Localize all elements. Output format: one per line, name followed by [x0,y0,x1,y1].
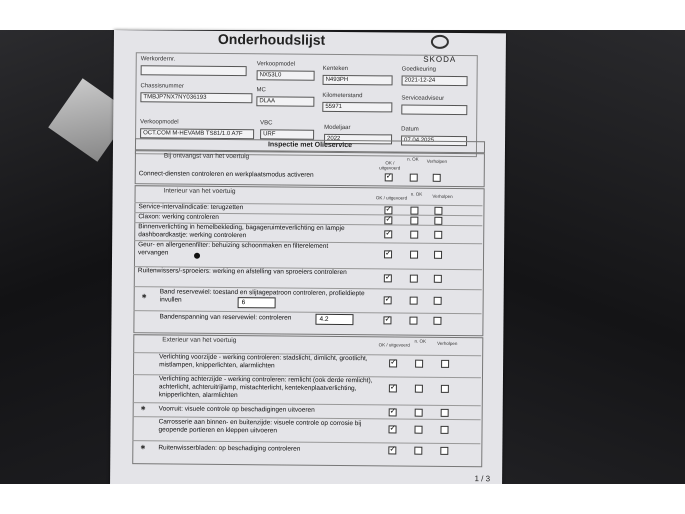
verkoopmodel2-label: Verkoopmodel [140,119,179,126]
checklist-item: Claxon: werking controleren [138,213,219,221]
verholpen-checkbox[interactable] [434,217,442,225]
verholpen-checkbox[interactable] [441,385,449,393]
verholpen-checkbox[interactable] [434,275,442,283]
col-ok-header-1: OK / uitgevoerd [379,160,401,171]
ok-checkbox[interactable] [384,230,392,238]
ok-checkbox[interactable] [384,274,392,282]
verholpen-checkbox[interactable] [434,231,442,239]
brand-name: ŠKODA [423,54,457,64]
col-nok-header-2: n. OK [410,191,423,197]
page-number: 1 / 3 [474,474,491,484]
ok-checkbox[interactable] [388,425,396,433]
nok-checkbox[interactable] [414,447,422,455]
ok-checkbox[interactable] [384,206,392,214]
section1-title: Bij ontvangst van het voertuig [163,152,250,161]
inspectie-title: Inspectie met Olieservice [267,141,353,150]
top-border [0,0,685,30]
nok-checkbox[interactable] [409,317,417,325]
checklist-item: Verlichting achterzijde - werking controleren: remlicht (ook derde remlicht), achterlicht, achteruitrijlamp, mistachterlicht, kentekenplaatverlichting, knipperlichten, alarmlichten [158,375,373,400]
section2-title: Interieur van het voertuig [163,187,236,196]
checklist-item: Band reservewiel: toestand en slijtagepatroon controleren, profieldiepte invullen [159,288,365,304]
modeljaar-label: Modeljaar [324,124,351,132]
kenteken-field: N493PH [323,75,393,86]
checklist-item: Verlichting voorzijde - werking controleren: stadslicht, dimlicht, grootlicht, mistlampen, knipperlichten, alarmlichten [159,353,368,370]
marker-dot-icon [194,253,200,259]
kenteken-label: Kenteken [322,65,349,73]
ok-checkbox[interactable] [388,446,396,454]
section3-title: Exterieur van het voertuig [162,336,237,345]
ok-checkbox[interactable] [389,359,397,367]
werkordernr-label: Werkordernr. [140,56,176,63]
verholpen-checkbox[interactable] [441,409,449,417]
nok-checkbox[interactable] [410,297,418,305]
checklist-item: Ruitenwisserbladen: op beschadiging controleren [158,444,301,453]
serviceadviseur-label: Serviceadviseur [401,95,445,102]
mc-field: DLAA [256,96,314,107]
maintenance-checklist-sheet [110,30,506,487]
bandenspanning-input[interactable]: 4.2 [315,314,353,325]
ok-checkbox[interactable] [384,216,392,224]
nok-checkbox[interactable] [415,360,423,368]
info-star-icon: ✱ [141,294,147,301]
nok-checkbox[interactable] [410,231,418,239]
verkoopmodel-field: NX53L0 [257,70,315,81]
verholpen-checkbox[interactable] [434,297,442,305]
ok-checkbox[interactable] [389,384,397,392]
verholpen-checkbox[interactable] [440,426,448,434]
verholpen-checkbox[interactable] [440,447,448,455]
goedkeuring-field: 2021-12-24 [402,76,468,87]
ok-checkbox[interactable] [389,408,397,416]
datum-field: 07.04.2025 [401,136,467,147]
bottom-border [0,484,685,514]
kilometerstand-field: 55971 [322,102,392,113]
modeljaar-field: 2022 [324,134,392,145]
vbc-label: VBC [260,120,273,127]
ok-checkbox[interactable] [385,173,393,181]
checklist-item: Geur- en allergenenfilter: behuizing schoonmaken en filterelement vervangen [138,241,329,257]
nok-checkbox[interactable] [410,217,418,225]
checklist-item: Carrosserie aan binnen- en buitenzijde: visuele controle op corrosie bij geopende portieren en kleppen uitvoeren [158,418,362,435]
chassisnummer-field: TMBJP7NX7NY036193 [140,92,252,103]
mc-label: MC [256,87,266,94]
col-nok-header-3: n. OK [414,338,427,344]
verkoopmodel-label: Verkoopmodel [256,61,296,68]
background-fabric-right [500,30,685,484]
nok-checkbox[interactable] [410,174,418,182]
ok-checkbox[interactable] [384,296,392,304]
col-verh-header-1: Verholpen [426,158,448,164]
werkordernr-field [141,65,247,76]
info-star-icon: ✱ [140,445,146,452]
col-verh-header-2: Verholpen [432,193,453,199]
verkoopmodel2-field: OCT.COM M-HEVAMB TS81/1.0 A7F [140,128,254,139]
document-title: Onderhoudslijst [217,30,326,48]
nok-checkbox[interactable] [414,426,422,434]
verholpen-checkbox[interactable] [434,251,442,259]
verholpen-checkbox[interactable] [433,174,441,182]
nok-checkbox[interactable] [415,409,423,417]
ok-checkbox[interactable] [383,316,391,324]
nok-checkbox[interactable] [410,207,418,215]
verholpen-checkbox[interactable] [441,360,449,368]
nok-checkbox[interactable] [415,385,423,393]
verholpen-checkbox[interactable] [434,207,442,215]
nok-checkbox[interactable] [410,251,418,259]
checklist-item: Voorruit: visuele controle op beschadigingen uitvoeren [158,405,315,414]
serviceadviseur-field [401,105,467,116]
info-star-icon: ✱ [140,406,146,413]
vbc-field: URF [260,129,314,139]
profieldiepte-input[interactable]: 6 [238,297,276,308]
checklist-item: Connect-diensten controleren en werkplaatsmodus activeren [138,170,314,179]
checklist-item: Binnenverlichting in hemelbekleding, bagageruimteverlichting en lampje dashboardkastje: werking controleren [138,223,345,240]
col-nok-header-1: n. OK [407,156,419,162]
datum-label: Datum [401,126,419,133]
nok-checkbox[interactable] [410,275,418,283]
col-ok-header-2: OK / uitgevoerd [375,195,408,201]
ok-checkbox[interactable] [384,250,392,258]
col-ok-header-3: OK / uitgevoerd [378,342,410,348]
chassisnummer-label: Chassisnummer [140,83,184,90]
checklist-item: Ruitenwissers/-sproeiers: werking en afstelling van sproeiers controleren [137,267,347,277]
kilometerstand-label: Kilometerstand [322,92,363,100]
col-verh-header-3: Verholpen [437,340,458,347]
verholpen-checkbox[interactable] [433,317,441,325]
goedkeuring-label: Goedkeuring [401,66,437,73]
checklist-item: Service-intervalindicatie: terugzetten [138,203,244,212]
skoda-arrow-icon [431,35,449,49]
checklist-item: Bandenspanning van reservewiel: controleren [159,313,292,322]
